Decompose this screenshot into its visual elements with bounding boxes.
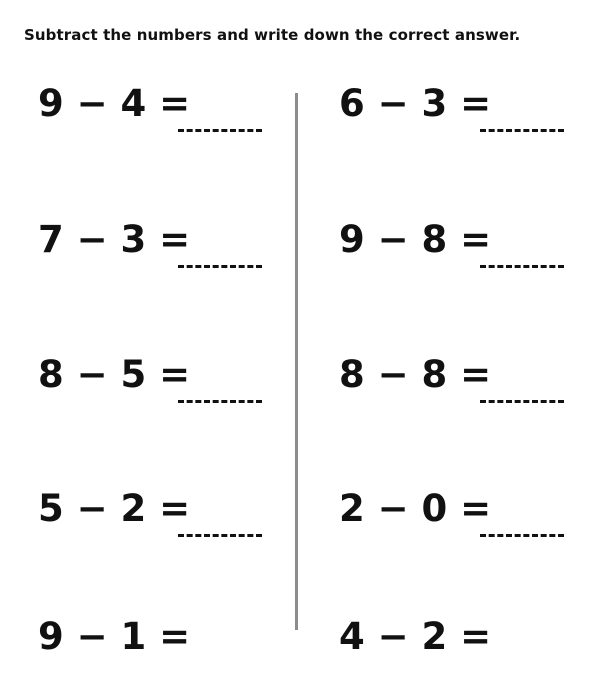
problem-equation: 8 − 8 = bbox=[339, 353, 492, 396]
problem-equation: 9 − 4 = bbox=[38, 82, 191, 125]
problem-equation: 7 − 3 = bbox=[38, 218, 191, 261]
answer-blank[interactable] bbox=[480, 400, 564, 403]
answer-blank[interactable] bbox=[178, 265, 262, 268]
column-divider bbox=[295, 93, 298, 630]
answer-blank[interactable] bbox=[178, 400, 262, 403]
answer-blank[interactable] bbox=[480, 129, 564, 132]
problem-equation: 2 − 0 = bbox=[339, 487, 492, 530]
problem-equation: 4 − 2 = bbox=[339, 615, 492, 658]
answer-blank[interactable] bbox=[178, 129, 262, 132]
problem-equation: 6 − 3 = bbox=[339, 82, 492, 125]
answer-blank[interactable] bbox=[480, 534, 564, 537]
problem-equation: 8 − 5 = bbox=[38, 353, 191, 396]
answer-blank[interactable] bbox=[178, 534, 262, 537]
problem-equation: 9 − 8 = bbox=[339, 218, 492, 261]
instruction-text: Subtract the numbers and write down the correct answer. bbox=[24, 26, 521, 44]
answer-blank[interactable] bbox=[480, 265, 564, 268]
problem-equation: 5 − 2 = bbox=[38, 487, 191, 530]
problem-equation: 9 − 1 = bbox=[38, 615, 191, 658]
